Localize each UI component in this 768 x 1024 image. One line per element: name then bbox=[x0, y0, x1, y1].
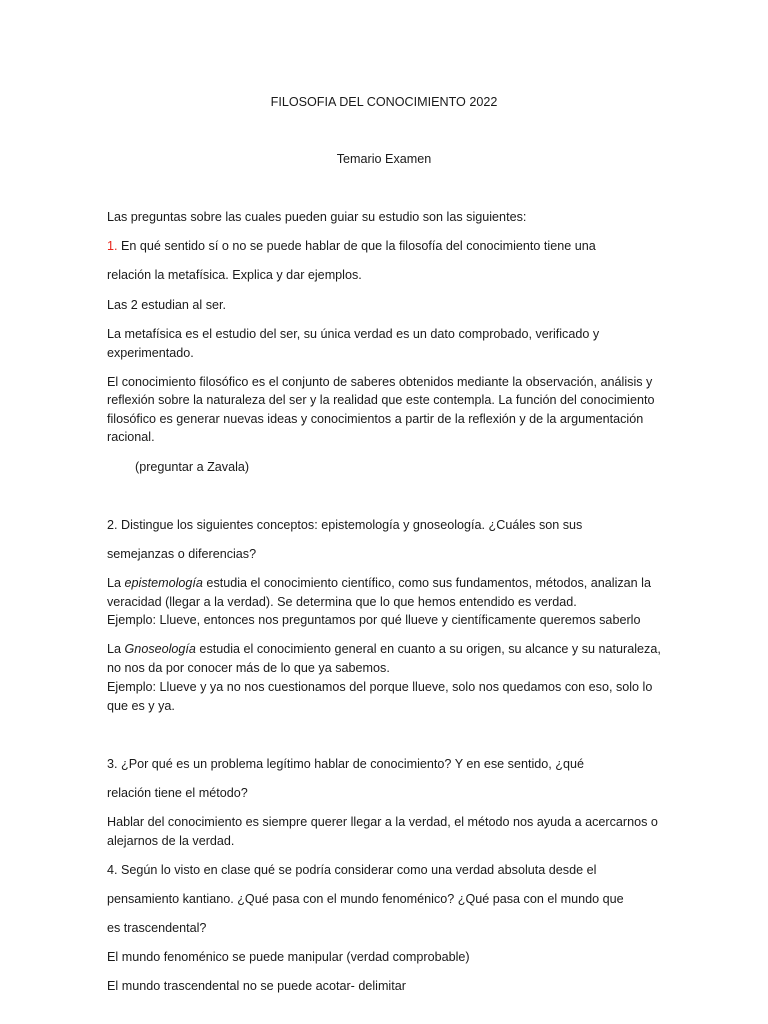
epistemology-example: Ejemplo: Llueve, entonces nos preguntamos por qué llueve y científicamente queremos saberlo bbox=[107, 613, 641, 627]
q1-paragraph-2-line: El conocimiento filosófico es el conjunto de saberes obtenidos mediante la observación, análisis y bbox=[107, 375, 653, 389]
q1-note: (preguntar a Zavala) bbox=[135, 460, 250, 474]
q1-paragraph-1-line: La metafísica es el estudio del ser, su única verdad es un dato comprobado, verificado y bbox=[107, 327, 600, 341]
q3-answer-line: alejarnos de la verdad. bbox=[107, 834, 235, 848]
q1-answer-heading: Las 2 estudian al ser. bbox=[107, 298, 227, 312]
q1-paragraph-1-line: experimentado. bbox=[107, 346, 194, 360]
q1-paragraph-2-line: filosófico es generar nuevas ideas y conocimientos a partir de la reflexión y de la argumentación bbox=[107, 412, 644, 426]
question-4-line-3: es trascendental? bbox=[107, 921, 207, 935]
question-2-line-1: 2. Distingue los siguientes conceptos: epistemología y gnoseología. ¿Cuáles son sus bbox=[107, 518, 583, 532]
question-1-number: 1. bbox=[107, 239, 118, 253]
epistemology-line-1: La epistemología estudia el conocimiento científico, como sus fundamentos, métodos, analizan la bbox=[107, 576, 651, 590]
q4-answer-1: El mundo fenoménico se puede manipular (verdad comprobable) bbox=[107, 950, 470, 964]
q4-answer-2: El mundo trascendental no se puede acotar- delimitar bbox=[107, 979, 406, 993]
q3-answer-line: Hablar del conocimiento es siempre querer llegar a la verdad, el método nos ayuda a acercarnos o bbox=[107, 815, 658, 829]
gnoseology-example-line-1: Ejemplo: Llueve y ya no nos cuestionamos del porque llueve, solo nos quedamos con eso, solo lo bbox=[107, 680, 653, 694]
q1-paragraph-2-line: racional. bbox=[107, 430, 155, 444]
epistemology-line-2: veracidad (llegar a la verdad). Se determina que lo que hemos entendido es verdad. bbox=[107, 595, 577, 609]
gnoseology-example-line-2: que es y ya. bbox=[107, 699, 175, 713]
question-3-line-1: 3. ¿Por qué es un problema legítimo hablar de conocimiento? Y en ese sentido, ¿qué bbox=[107, 757, 584, 771]
intro-text: Las preguntas sobre las cuales pueden guiar su estudio son las siguientes: bbox=[107, 210, 527, 224]
question-1-line-1: 1. En qué sentido sí o no se puede hablar de que la filosofía del conocimiento tiene una bbox=[107, 239, 596, 253]
gnoseology-line-2: no nos da por conocer más de lo que ya sabemos. bbox=[107, 661, 390, 675]
epistemology-term: epistemología bbox=[124, 576, 203, 590]
question-4-line-2: pensamiento kantiano. ¿Qué pasa con el mundo fenoménico? ¿Qué pasa con el mundo que bbox=[107, 892, 624, 906]
doc-title: FILOSOFIA DEL CONOCIMIENTO 2022 bbox=[270, 95, 498, 109]
gnoseology-term: Gnoseología bbox=[124, 642, 196, 656]
q1-paragraph-2-line: reflexión sobre la naturaleza del ser y la realidad que este contempla. La función del conocimiento bbox=[107, 393, 655, 407]
question-4-line-1: 4. Según lo visto en clase qué se podría considerar como una verdad absoluta desde el bbox=[107, 863, 597, 877]
gnoseology-line-1: La Gnoseología estudia el conocimiento general en cuanto a su origen, su alcance y su naturaleza, bbox=[107, 642, 661, 656]
question-3-line-2: relación tiene el método? bbox=[107, 786, 248, 800]
question-2-line-2: semejanzas o diferencias? bbox=[107, 547, 257, 561]
question-1-line-2: relación la metafísica. Explica y dar ejemplos. bbox=[107, 268, 362, 282]
doc-subtitle: Temario Examen bbox=[336, 152, 432, 166]
